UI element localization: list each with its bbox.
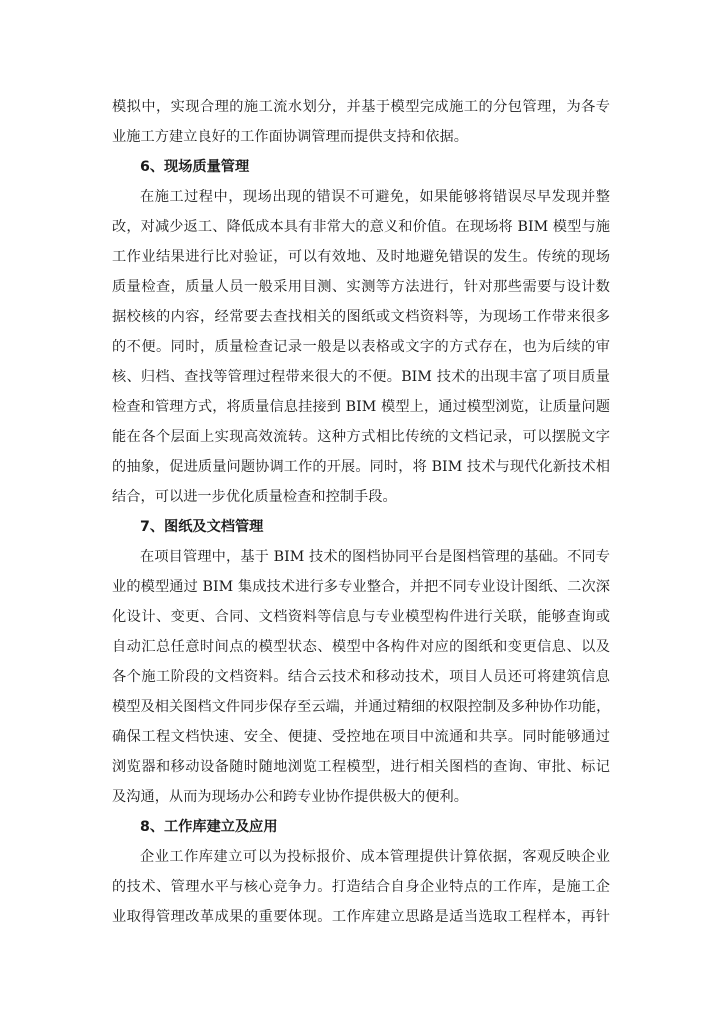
text-line: 质量检查，质量人员一般采用目测、实测等方法进行，针对那些需要与设计数 — [112, 279, 610, 295]
text-line: 在项目管理中，基于 BIM 技术的图档协同平台是图档管理的基础。不同专 — [140, 549, 610, 565]
text-line: 确保工程文档快速、安全、便捷、受控地在项目中流通和共享。同时能够通过 — [112, 729, 610, 745]
text-line: 工作业结果进行比对验证，可以有效地、及时地避免错误的发生。传统的现场 — [112, 249, 610, 265]
text-line: 业施工方建立良好的工作面协调管理而提供支持和依据。 — [112, 129, 468, 145]
section-heading: 6、现场质量管理 — [140, 159, 250, 175]
text-line: 业取得管理改革成果的重要体现。工作库建立思路是适当选取工程样本，再针 — [112, 909, 610, 925]
text-line: 浏览器和移动设备随时随地浏览工程模型，进行相关图档的查询、审批、标记 — [112, 759, 610, 775]
text-line: 改，对减少返工、降低成本具有非常大的意义和价值。在现场将 BIM 模型与施 — [112, 219, 610, 235]
text-line: 的不便。同时，质量检查记录一般是以表格或文字的方式存在，也为后续的审 — [112, 339, 610, 355]
text-line: 检查和管理方式，将质量信息挂接到 BIM 模型上，通过模型浏览，让质量问题 — [112, 399, 610, 415]
text-line: 模型及相关图档文件同步保存至云端，并通过精细的权限控制及多种协作功能， — [112, 699, 611, 715]
text-line: 模拟中，实现合理的施工流水划分，并基于模型完成施工的分包管理，为各专 — [112, 99, 610, 115]
text-line: 的技术、管理水平与核心竞争力。打造结合自身企业特点的工作库，是施工企 — [112, 879, 610, 895]
text-line: 能在各个层面上实现高效流转。这种方式相比传统的文档记录，可以摆脱文字 — [112, 429, 610, 445]
document-body — [112, 92, 610, 932]
text-line: 结合，可以进一步优化质量检查和控制手段。 — [112, 489, 397, 505]
text-line: 及沟通，从而为现场办公和跨专业协作提供极大的便利。 — [112, 789, 468, 805]
text-line: 各个施工阶段的文档资料。结合云技术和移动技术，项目人员还可将建筑信息 — [112, 669, 610, 685]
text-line: 的抽象，促进质量问题协调工作的开展。同时，将 BIM 技术与现代化新技术相 — [112, 459, 610, 475]
text-line: 企业工作库建立可以为投标报价、成本管理提供计算依据，客观反映企业 — [140, 849, 610, 865]
section-heading: 7、图纸及文档管理 — [140, 519, 264, 535]
text-line: 核、归档、查找等管理过程带来很大的不便。BIM 技术的出现丰富了项目质量 — [112, 369, 610, 385]
section-heading: 8、工作库建立及应用 — [140, 819, 278, 835]
text-line: 化设计、变更、合同、文档资料等信息与专业模型构件进行关联，能够查询或 — [112, 609, 610, 625]
text-line: 业的模型通过 BIM 集成技术进行多专业整合，并把不同专业设计图纸、二次深 — [112, 579, 610, 595]
paragraph — [112, 182, 610, 512]
paragraph — [112, 92, 610, 152]
text-line: 据校核的内容，经常要去查找相关的图纸或文档资料等，为现场工作带来很多 — [112, 309, 610, 325]
paragraph — [112, 542, 610, 812]
text-line: 在施工过程中，现场出现的错误不可避免，如果能够将错误尽早发现并整 — [140, 189, 610, 205]
paragraph — [112, 842, 610, 932]
text-line: 自动汇总任意时间点的模型状态、模型中各构件对应的图纸和变更信息、以及 — [112, 639, 610, 655]
